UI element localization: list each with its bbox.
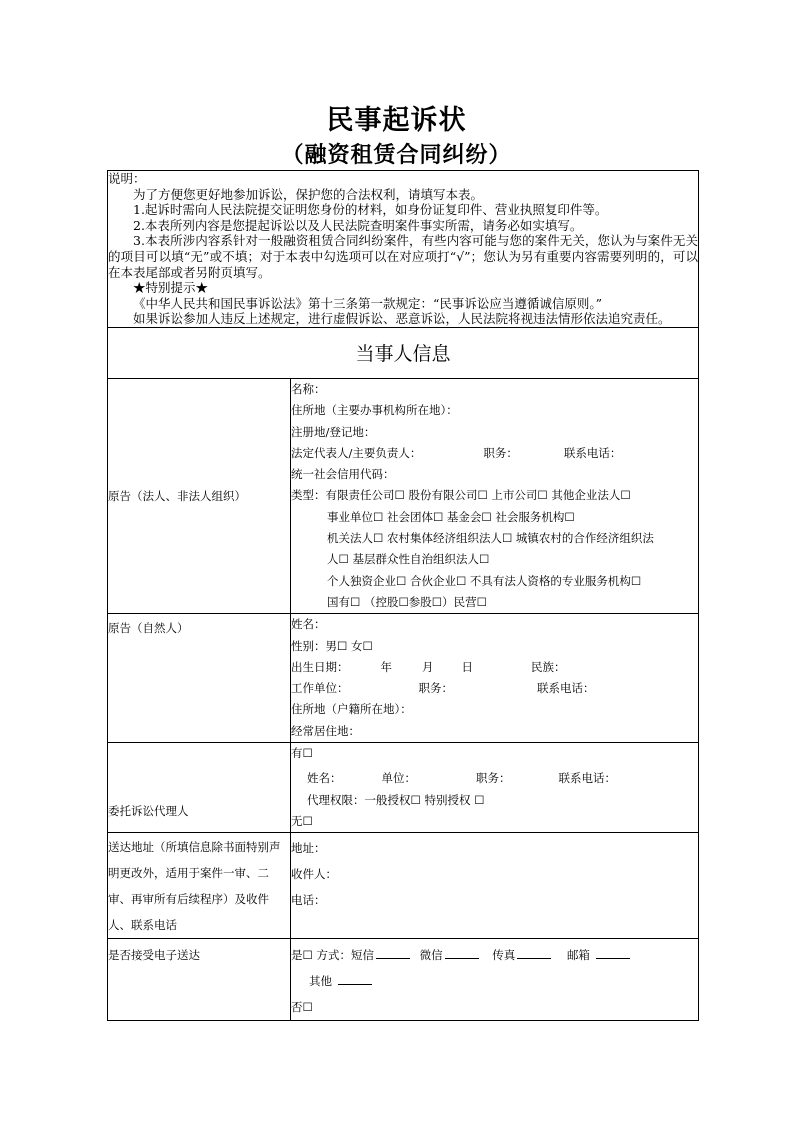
notes-heading: 说明： (108, 171, 146, 186)
method-sms-label: 方式：短信 (316, 948, 374, 963)
person-name-field[interactable]: 姓名： (291, 617, 326, 632)
org-address-field[interactable]: 住所地（主要办事机构所在地）： (291, 403, 458, 418)
wechat-blank[interactable] (445, 945, 479, 959)
notes-paragraph-1: 为了方便您更好地参加诉讼，保护您的合法权利，请填写本表。 (133, 186, 484, 202)
birth-year-label: 年 (380, 659, 392, 674)
person-gender-options[interactable]: 性别：男☐ 女☐ (291, 638, 373, 653)
person-address-field[interactable]: 住所地（户籍所在地）： (291, 702, 412, 717)
agent-info-row (291, 768, 698, 789)
service-address-field[interactable]: 地址： (291, 841, 326, 856)
birth-month-label: 月 (422, 659, 434, 674)
plaintiff-person-label: 原告（自然人） (108, 614, 291, 743)
other-blank[interactable] (338, 971, 372, 985)
sms-blank[interactable] (376, 945, 410, 959)
person-residence-field[interactable]: 经常居住地： (291, 723, 360, 738)
plaintiff-org-label: 原告（法人、非法人组织） (108, 378, 291, 613)
person-birth-label[interactable]: 出生日期： (291, 659, 349, 674)
person-work-field[interactable]: 工作单位： (291, 681, 349, 696)
org-type-label: 类型： (291, 488, 326, 503)
section-title-row (108, 327, 699, 378)
electronic-service-label: 是否接受电子送达 (108, 939, 291, 1021)
electronic-no-option[interactable]: 否☐ (291, 1000, 313, 1015)
service-address-row (108, 833, 699, 939)
notes-row (108, 171, 699, 328)
org-type-options-3[interactable]: 机关法人☐ 农村集体经济组织法人☐ 城镇农村的合作经济组织法 (327, 531, 654, 546)
electronic-yes-option[interactable]: 是☐ (291, 948, 313, 963)
plaintiff-person-row (108, 614, 699, 743)
plaintiff-person-fields (291, 614, 699, 743)
agent-unit-field[interactable]: 单位： (381, 771, 416, 786)
electronic-service-row (108, 939, 699, 1021)
org-type-options-5[interactable]: 个人独资企业☐ 合伙企业☐ 不具有法人资格的专业服务机构☐ (327, 573, 642, 588)
org-registration-field[interactable]: 注册地/登记地： (291, 424, 376, 439)
org-type-options-2[interactable]: 事业单位☐ 社会团体☐ 基金会☐ 社会服务机构☐ (327, 509, 575, 524)
section-title: 当事人信息 (108, 327, 699, 378)
special-notice-heading: ★特别提示★ (133, 280, 209, 296)
org-representative-row (291, 443, 698, 464)
agent-no-option[interactable]: 无☐ (291, 813, 313, 828)
electronic-methods-row (291, 942, 698, 968)
service-recipient-field[interactable]: 收件人： (291, 867, 337, 882)
person-work-row (291, 678, 698, 699)
method-wechat-label: 微信 (419, 948, 443, 963)
notes-paragraph-2: 1.起诉时需向人民法院提交证明您身份的材料，如身份证复印件、营业执照复印件等。 (133, 202, 608, 218)
notes-paragraph-6: 《中华人民共和国民事诉讼法》第十三条第一款规定：“民事诉讼应当遵循诚信原则。” (133, 295, 603, 311)
service-phone-field[interactable]: 电话： (291, 893, 326, 908)
agent-fields (291, 742, 699, 832)
org-rep-position-field[interactable]: 职务： (483, 445, 518, 460)
electronic-other-row (291, 968, 698, 994)
method-fax-label: 传真 (492, 948, 516, 963)
birth-day-label: 日 (461, 659, 473, 674)
method-other-label: 其他 (309, 974, 332, 989)
org-name-field[interactable]: 名称： (291, 381, 326, 396)
org-type-options-6[interactable]: 国有☐ （控股☐参股☐）民营☐ (327, 594, 487, 609)
agent-yes-option[interactable]: 有☐ (291, 745, 313, 760)
method-email-label: 邮箱 (566, 948, 590, 963)
org-representative-field[interactable]: 法定代表人/主要负责人： (291, 445, 422, 460)
service-address-fields (291, 833, 699, 939)
agent-phone-field[interactable]: 联系电话： (558, 771, 616, 786)
electronic-service-fields (291, 939, 699, 1021)
plaintiff-org-fields (291, 378, 699, 613)
person-ethnicity-field[interactable]: 民族： (531, 659, 566, 674)
fax-blank[interactable] (517, 945, 551, 959)
org-type-options-1[interactable]: 有限责任公司☐ 股份有限公司☐ 上市公司☐ 其他企业法人☐ (325, 488, 631, 503)
person-birth-row (291, 657, 698, 678)
agent-position-field[interactable]: 职务： (476, 771, 511, 786)
service-address-label: 送达地址（所填信息除书面特别声明更改外，适用于案件一审、二审、再审所有后续程序）及收件人、联系电话 (108, 833, 291, 939)
document-subtitle: （融资租赁合同纠纷） (281, 142, 512, 168)
agent-authority-options[interactable]: 代理权限：一般授权☐ 特别授权 ☐ (307, 792, 485, 807)
org-rep-phone-field[interactable]: 联系电话： (563, 445, 622, 460)
notes-paragraph-4: 3.本表所涉内容系针对一般融资租赁合同纠纷案件，有些内容可能与您的案件无关，您认为与案件无关的项目可以填“无”或不填；对于本表中勾选项可以在对应项打“√”；您认为另有重要内容需要列明的，可以在本表尾部或者另附页填写。 (108, 233, 698, 280)
notes-cell (108, 171, 699, 328)
person-phone-field[interactable]: 联系电话： (537, 681, 595, 696)
agent-name-field[interactable]: 姓名： (307, 771, 342, 786)
complaint-form-table (107, 170, 699, 1021)
org-credit-code-field[interactable]: 统一社会信用代码： (291, 467, 395, 482)
notes-paragraph-3: 2.本表所列内容是您提起诉讼以及人民法院查明案件事实所需，请务必如实填写。 (133, 217, 583, 233)
notes-paragraph-7: 如果诉讼参加人违反上述规定，进行虚假诉讼、恶意诉讼，人民法院将视违法情形依法追究责任。 (133, 311, 671, 327)
org-type-options-4[interactable]: 人☐ 基层群众性自治组织法人☐ (327, 552, 490, 567)
org-type-row (291, 485, 698, 506)
agent-row (108, 742, 699, 832)
document-title: 民事起诉状 (326, 105, 467, 136)
plaintiff-org-row (108, 378, 699, 613)
agent-label: 委托诉讼代理人 (108, 742, 291, 832)
email-blank[interactable] (596, 945, 630, 959)
person-position-field[interactable]: 职务： (418, 681, 453, 696)
